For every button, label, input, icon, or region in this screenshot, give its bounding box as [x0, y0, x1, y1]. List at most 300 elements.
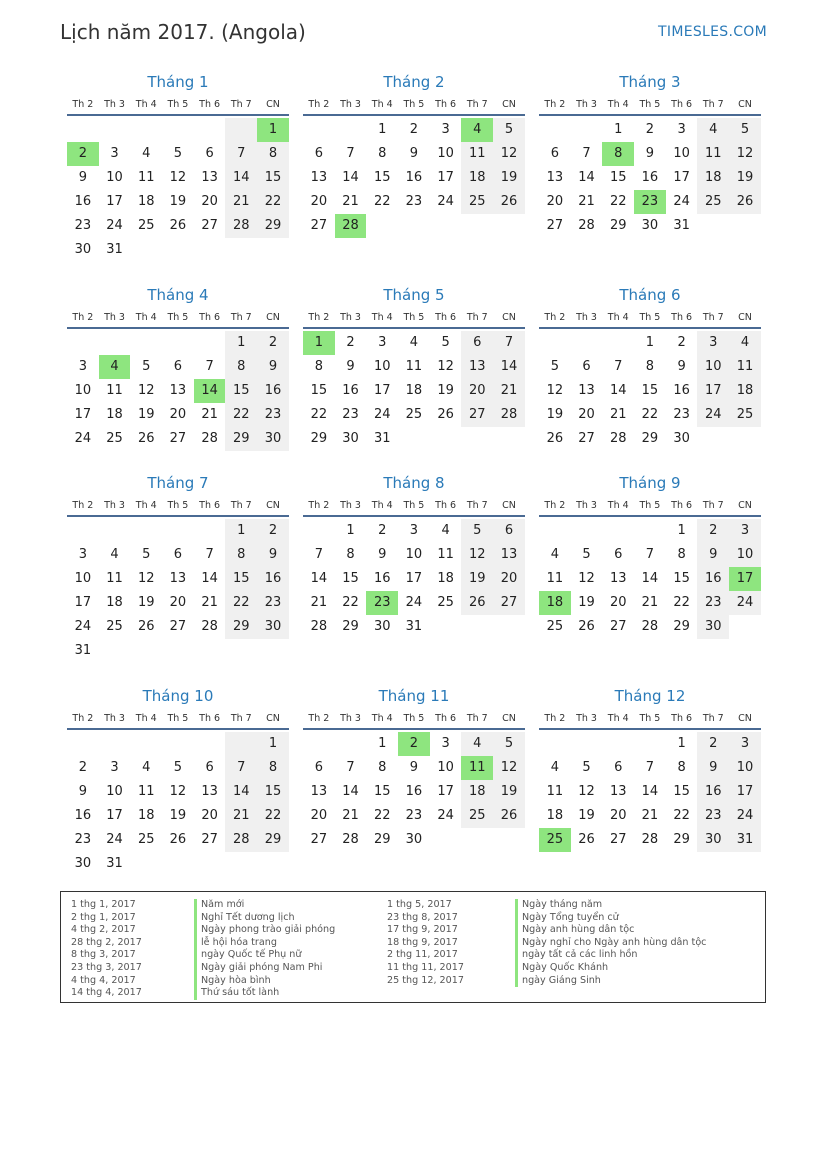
empty-cell	[335, 732, 367, 756]
week-row	[67, 519, 289, 543]
day-cell: 24	[673, 194, 690, 209]
month-title: Tháng 2	[383, 73, 445, 91]
legend-holiday-name: Ngày giải phóng Nam Phi	[194, 962, 335, 975]
day-cell: 16	[405, 784, 423, 799]
empty-cell	[493, 427, 525, 451]
weekday-label: CN	[266, 500, 280, 511]
day-cell: 26	[578, 832, 595, 847]
week-row	[67, 403, 289, 427]
day-cell: 27	[461, 403, 493, 427]
weekday-header	[539, 710, 761, 730]
day-cell: 14	[342, 784, 359, 799]
week-row	[303, 756, 525, 780]
day-cell: 7	[346, 146, 355, 161]
legend-holiday-name: Ngày Quốc Khánh	[515, 962, 706, 975]
empty-cell	[67, 118, 99, 142]
day-cell: 28	[609, 431, 627, 446]
day-cell: 10	[74, 571, 92, 586]
weekday-header	[303, 710, 525, 730]
week-row	[303, 355, 525, 379]
weekday-label: Th 4	[371, 99, 393, 110]
weekday-label: Th 4	[607, 500, 629, 511]
day-cell: 5	[550, 359, 559, 374]
empty-cell	[729, 214, 761, 238]
day-cell: 2	[697, 519, 729, 543]
legend-holiday-name: Ngày Tổng tuyển cử	[515, 912, 706, 925]
weekday-label: Th 5	[167, 312, 189, 323]
day-cell: 9	[257, 543, 289, 567]
day-cell: 16	[673, 383, 690, 398]
weekday-header	[539, 309, 761, 329]
holiday-day-cell: 28	[335, 214, 367, 238]
empty-cell	[493, 828, 525, 852]
day-cell: 29	[673, 619, 690, 634]
day-cell: 2	[645, 122, 655, 137]
week-row	[303, 543, 525, 567]
day-cell: 29	[225, 427, 257, 451]
week-row	[67, 379, 289, 403]
day-cell: 15	[225, 379, 257, 403]
day-cell: 29	[225, 615, 257, 639]
day-cell: 7	[314, 547, 323, 562]
weekday-label: Th 2	[544, 99, 566, 110]
empty-cell	[539, 118, 571, 142]
day-cell: 8	[225, 355, 257, 379]
day-cell: 17	[673, 170, 690, 185]
day-cell: 26	[493, 190, 525, 214]
month-calendar	[539, 473, 761, 639]
month-calendar	[67, 285, 289, 451]
week-row	[303, 214, 525, 238]
empty-cell	[194, 639, 226, 663]
empty-cell	[162, 331, 194, 355]
weekday-label: Th 7	[466, 500, 488, 511]
day-cell: 9	[409, 146, 419, 161]
day-cell: 3	[697, 331, 729, 355]
day-cell: 9	[378, 547, 387, 562]
legend-right-names	[515, 899, 706, 987]
day-cell: 11	[437, 547, 454, 562]
day-cell: 9	[78, 170, 87, 185]
day-cell: 5	[729, 118, 761, 142]
legend-date: 25 thg 12, 2017	[387, 974, 464, 986]
empty-cell	[729, 615, 761, 639]
weekday-label: Th 3	[576, 713, 597, 724]
weekday-label: Th 6	[671, 500, 693, 511]
empty-cell	[99, 639, 131, 663]
day-cell: 10	[437, 146, 454, 161]
day-cell: 24	[74, 619, 92, 634]
day-cell: 23	[257, 591, 289, 615]
day-cell: 31	[373, 431, 391, 446]
day-cell: 8	[257, 142, 289, 166]
week-row	[539, 828, 761, 852]
site-link[interactable]: TIMESLES.COM	[658, 24, 767, 40]
day-cell: 12	[169, 170, 187, 185]
weekday-header	[303, 497, 525, 517]
day-grid	[67, 732, 289, 876]
week-row	[539, 403, 761, 427]
day-cell: 25	[461, 804, 493, 828]
day-cell: 19	[137, 595, 155, 610]
weekday-label: Th 5	[403, 99, 425, 110]
weekday-label: Th 2	[72, 713, 94, 724]
weekday-label: Th 3	[340, 99, 361, 110]
day-cell: 15	[342, 571, 359, 586]
weekday-label: Th 7	[230, 312, 252, 323]
day-cell: 7	[582, 146, 591, 161]
day-cell: 17	[74, 595, 92, 610]
day-cell: 13	[201, 784, 218, 799]
day-cell: 22	[225, 591, 257, 615]
day-cell: 31	[74, 643, 92, 658]
day-cell: 16	[405, 170, 423, 185]
weekday-label: CN	[266, 312, 280, 323]
day-cell: 29	[257, 828, 289, 852]
holiday-legend	[60, 891, 766, 1003]
week-row	[539, 166, 761, 190]
empty-cell	[99, 732, 131, 756]
day-cell: 23	[74, 218, 92, 233]
day-cell: 21	[310, 595, 328, 610]
day-cell: 5	[173, 146, 183, 161]
day-cell: 18	[106, 407, 123, 422]
weekday-label: Th 2	[308, 99, 330, 110]
weekday-label: Th 6	[435, 500, 457, 511]
legend-date: 4 thg 4, 2017	[71, 974, 136, 986]
day-cell: 15	[373, 784, 391, 799]
day-cell: 5	[441, 335, 450, 350]
day-grid	[303, 732, 525, 852]
weekday-label: Th 3	[340, 713, 361, 724]
week-row	[303, 591, 525, 615]
day-cell: 29	[373, 832, 391, 847]
weekday-label: Th 7	[230, 500, 252, 511]
day-cell: 11	[546, 571, 564, 586]
day-cell: 3	[729, 519, 761, 543]
day-cell: 5	[142, 547, 151, 562]
day-cell: 8	[378, 146, 387, 161]
weekday-label: Th 6	[199, 713, 221, 724]
day-cell: 10	[405, 547, 423, 562]
weekday-label: Th 6	[671, 312, 693, 323]
day-cell: 18	[461, 166, 493, 190]
day-cell: 14	[493, 355, 525, 379]
day-cell: 10	[373, 359, 391, 374]
day-cell: 12	[137, 383, 155, 398]
legend-holiday-name: ngày Giáng Sinh	[515, 975, 706, 988]
day-cell: 20	[310, 194, 328, 209]
empty-cell	[162, 238, 194, 262]
day-cell: 16	[74, 808, 92, 823]
weekday-label: Th 2	[308, 312, 330, 323]
legend-holiday-name: ngày tất cả các linh hồn	[515, 949, 706, 962]
day-cell: 30	[74, 856, 92, 871]
day-cell: 18	[137, 194, 155, 209]
day-cell: 21	[225, 190, 257, 214]
day-cell: 25	[697, 190, 729, 214]
day-cell: 29	[342, 619, 359, 634]
empty-cell	[130, 639, 162, 663]
month-title: Tháng 12	[614, 687, 686, 705]
empty-cell	[225, 732, 257, 756]
weekday-label: Th 4	[135, 312, 157, 323]
empty-cell	[602, 331, 634, 355]
day-cell: 22	[609, 194, 627, 209]
day-grid	[303, 118, 525, 238]
day-cell: 30	[74, 242, 92, 257]
day-cell: 16	[697, 567, 729, 591]
weekday-header	[67, 710, 289, 730]
week-row	[303, 190, 525, 214]
month-title: Tháng 11	[378, 687, 450, 705]
day-cell: 19	[437, 383, 454, 398]
month-title: Tháng 5	[383, 286, 445, 304]
holiday-day-cell: 14	[194, 379, 226, 403]
week-row	[67, 190, 289, 214]
day-cell: 3	[409, 523, 419, 538]
day-cell: 12	[493, 756, 525, 780]
weekday-label: Th 4	[135, 500, 157, 511]
day-cell: 16	[641, 170, 659, 185]
day-cell: 25	[106, 619, 123, 634]
day-cell: 15	[257, 166, 289, 190]
day-cell: 13	[310, 784, 328, 799]
weekday-label: Th 2	[72, 500, 94, 511]
day-cell: 25	[106, 431, 123, 446]
empty-cell	[634, 732, 666, 756]
day-cell: 4	[550, 547, 559, 562]
day-cell: 21	[225, 804, 257, 828]
day-cell: 24	[437, 194, 454, 209]
day-cell: 3	[441, 736, 450, 751]
day-cell: 28	[493, 403, 525, 427]
month-title: Tháng 10	[142, 687, 214, 705]
empty-cell	[571, 118, 603, 142]
day-cell: 21	[342, 194, 359, 209]
day-cell: 24	[437, 808, 454, 823]
month-calendar	[67, 72, 289, 262]
weekday-label: Th 4	[135, 713, 157, 724]
weekday-header	[67, 309, 289, 329]
weekday-label: Th 5	[403, 500, 425, 511]
empty-cell	[225, 639, 257, 663]
weekday-label: Th 7	[702, 500, 724, 511]
day-cell: 30	[405, 832, 423, 847]
day-cell: 15	[673, 784, 690, 799]
weekday-label: Th 7	[230, 713, 252, 724]
week-row	[67, 238, 289, 262]
week-row	[303, 331, 525, 355]
day-cell: 4	[729, 331, 761, 355]
day-cell: 18	[546, 808, 564, 823]
week-row	[539, 331, 761, 355]
legend-date: 28 thg 2, 2017	[71, 936, 142, 948]
day-cell: 26	[437, 407, 454, 422]
weekday-label: Th 5	[639, 312, 661, 323]
week-row	[303, 427, 525, 451]
week-row	[303, 780, 525, 804]
day-cell: 15	[609, 170, 627, 185]
weekday-label: Th 3	[340, 500, 361, 511]
week-row	[539, 142, 761, 166]
weekday-label: Th 3	[104, 312, 125, 323]
day-cell: 14	[641, 784, 659, 799]
day-cell: 14	[609, 383, 627, 398]
legend-holiday-name: Ngày anh hùng dân tộc	[515, 924, 706, 937]
day-cell: 27	[578, 431, 595, 446]
day-cell: 23	[697, 804, 729, 828]
legend-date: 2 thg 11, 2017	[387, 949, 458, 961]
weekday-label: CN	[502, 713, 516, 724]
day-cell: 6	[461, 331, 493, 355]
day-cell: 6	[173, 359, 183, 374]
day-cell: 5	[142, 359, 151, 374]
week-row	[303, 519, 525, 543]
legend-date: 1 thg 1, 2017	[71, 899, 136, 910]
week-row	[67, 567, 289, 591]
day-cell: 14	[225, 166, 257, 190]
day-grid	[303, 331, 525, 451]
week-row	[539, 118, 761, 142]
day-cell: 4	[409, 335, 419, 350]
holiday-day-cell: 25	[539, 828, 571, 852]
day-cell: 5	[461, 519, 493, 543]
weekday-label: Th 5	[639, 713, 661, 724]
month-title: Tháng 4	[147, 286, 209, 304]
day-cell: 1	[346, 523, 355, 538]
day-cell: 28	[641, 832, 659, 847]
day-cell: 6	[314, 760, 323, 775]
day-cell: 1	[677, 736, 686, 751]
day-cell: 20	[609, 808, 627, 823]
weekday-label: Th 6	[435, 713, 457, 724]
day-cell: 22	[673, 808, 690, 823]
legend-date: 1 thg 5, 2017	[387, 899, 452, 910]
day-cell: 28	[342, 832, 359, 847]
day-grid	[67, 118, 289, 262]
weekday-label: Th 4	[135, 99, 157, 110]
legend-holiday-name: lễ hội hóa trang	[194, 937, 335, 950]
day-cell: 26	[729, 190, 761, 214]
day-cell: 23	[342, 407, 359, 422]
month-title: Tháng 8	[383, 474, 445, 492]
day-cell: 30	[257, 427, 289, 451]
day-cell: 3	[78, 359, 87, 374]
weekday-label: Th 7	[466, 312, 488, 323]
day-cell: 15	[373, 170, 391, 185]
legend-left-names	[194, 899, 335, 1000]
day-cell: 13	[493, 543, 525, 567]
weekday-label: Th 2	[544, 312, 566, 323]
week-row	[67, 639, 289, 663]
weekday-label: CN	[266, 99, 280, 110]
empty-cell	[697, 427, 729, 451]
day-cell: 20	[169, 595, 187, 610]
day-cell: 14	[641, 571, 659, 586]
day-cell: 19	[461, 567, 493, 591]
week-row	[539, 214, 761, 238]
day-grid	[539, 519, 761, 639]
weekday-label: CN	[738, 500, 752, 511]
day-cell: 19	[578, 808, 595, 823]
day-grid	[67, 519, 289, 663]
day-cell: 31	[673, 218, 690, 233]
day-cell: 5	[493, 118, 525, 142]
day-cell: 18	[697, 166, 729, 190]
day-cell: 28	[201, 619, 218, 634]
day-cell: 10	[729, 543, 761, 567]
week-row	[67, 331, 289, 355]
weekday-label: Th 4	[607, 312, 629, 323]
empty-cell	[194, 732, 226, 756]
day-cell: 6	[582, 359, 591, 374]
day-cell: 30	[697, 828, 729, 852]
empty-cell	[493, 214, 525, 238]
weekday-label: Th 3	[576, 312, 597, 323]
week-row	[539, 355, 761, 379]
day-cell: 2	[257, 519, 289, 543]
day-grid	[539, 331, 761, 451]
legend-holiday-name: ngày Quốc tế Phụ nữ	[194, 949, 335, 962]
empty-cell	[67, 331, 99, 355]
day-cell: 25	[461, 190, 493, 214]
day-cell: 13	[201, 170, 218, 185]
empty-cell	[461, 615, 493, 639]
empty-cell	[461, 214, 493, 238]
day-cell: 20	[546, 194, 564, 209]
weekday-label: Th 6	[435, 312, 457, 323]
weekday-label: Th 7	[466, 713, 488, 724]
weekday-label: CN	[502, 312, 516, 323]
day-cell: 19	[729, 166, 761, 190]
day-cell: 10	[673, 146, 690, 161]
day-cell: 11	[106, 571, 123, 586]
day-cell: 12	[546, 383, 564, 398]
day-cell: 21	[609, 407, 627, 422]
day-cell: 25	[137, 218, 155, 233]
weekday-header	[67, 96, 289, 116]
weekday-label: CN	[738, 713, 752, 724]
day-cell: 30	[257, 615, 289, 639]
day-cell: 10	[74, 383, 92, 398]
day-cell: 30	[342, 431, 359, 446]
day-cell: 5	[582, 760, 591, 775]
day-cell: 14	[201, 571, 218, 586]
day-cell: 27	[201, 218, 218, 233]
month-calendar	[539, 285, 761, 451]
day-cell: 12	[461, 543, 493, 567]
day-cell: 7	[493, 331, 525, 355]
legend-date: 11 thg 11, 2017	[387, 961, 464, 973]
weekday-label: Th 4	[607, 713, 629, 724]
weekday-label: Th 6	[199, 500, 221, 511]
day-cell: 2	[697, 732, 729, 756]
empty-cell	[130, 732, 162, 756]
day-cell: 22	[257, 804, 289, 828]
holiday-day-cell: 23	[634, 190, 666, 214]
empty-cell	[461, 828, 493, 852]
empty-cell	[430, 615, 462, 639]
day-cell: 27	[169, 619, 187, 634]
weekday-label: Th 6	[199, 312, 221, 323]
weekday-header	[67, 497, 289, 517]
empty-cell	[430, 214, 462, 238]
weekday-label: CN	[738, 99, 752, 110]
weekday-label: Th 5	[167, 713, 189, 724]
day-cell: 21	[342, 808, 359, 823]
weekday-label: Th 2	[544, 500, 566, 511]
